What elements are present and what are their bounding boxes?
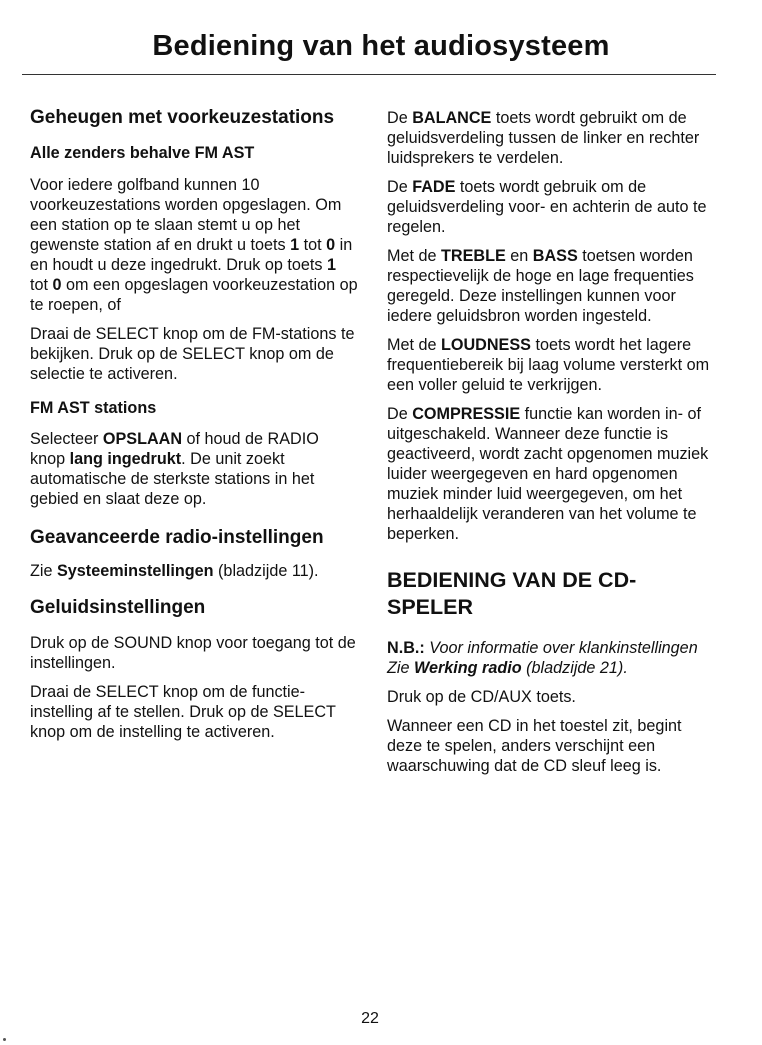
- presets-paragraph-2: Draai de SELECT knop om de FM-stations te bekijken. Druk op de SELECT knop om de selectie te activeren.: [30, 325, 355, 383]
- section-heading-cd-player: BEDIENING VAN DE CD-SPELER: [387, 568, 637, 619]
- compression-paragraph: De COMPRESSIE functie kan worden in- of uitgeschakeld. Wanneer deze functie is geactiveerd, wordt zacht opgenomen muziek luider weergegeven en hard opgenomen muziek minder luid weergegeven, om het herhaaldelijk veranderen van het volume te beperken.: [387, 405, 709, 543]
- treble-bass-paragraph: Met de TREBLE en BASS toetsen worden respectievelijk de hoge en lage frequenties geregeld. Deze instellingen kunnen voor iedere geluidsbron worden ingesteld.: [387, 247, 694, 325]
- subheading-all-stations: Alle zenders behalve FM AST: [30, 144, 255, 162]
- section-heading-sound: Geluidsinstellingen: [30, 597, 206, 618]
- left-column: [30, 108, 358, 751]
- advanced-paragraph: Zie Systeeminstellingen (bladzijde 11).: [30, 562, 319, 580]
- note-paragraph: N.B.: Voor informatie over klankinstellingen Zie Werking radio (bladzijde 21).: [387, 639, 698, 677]
- sound-paragraph-1: Druk op de SOUND knop voor toegang tot de instellingen.: [30, 634, 356, 672]
- loudness-paragraph: Met de LOUDNESS toets wordt het lagere frequentiebereik bij laag volume versterkt om een voller geluid te verkrijgen.: [387, 336, 710, 394]
- page-title: Bediening van het audiosysteem: [152, 30, 610, 62]
- page-number: 22: [361, 1010, 379, 1027]
- subheading-fm-ast: FM AST stations: [30, 399, 157, 417]
- sound-paragraph-2: Draai de SELECT knop om de functie-instelling af te stellen. Druk op de SELECT knop om de instelling te activeren.: [30, 683, 336, 741]
- fm-ast-paragraph: Selecteer OPSLAAN of houd de RADIO knop lang ingedrukt. De unit zoekt automatische de sterkste stations in het gebied en slaat deze op.: [30, 430, 319, 508]
- presets-paragraph-1: Voor iedere golfband kunnen 10 voorkeuzestations worden opgeslagen. Om een station op te slaan stemt u op het gewenste station af en drukt u toets 1 tot 0 in en houdt u deze ingedrukt. Druk op toets 1 tot 0 om een opgeslagen voorkeuzestation op te roepen, of: [30, 176, 358, 314]
- balance-paragraph: De BALANCE toets wordt gebruikt om de geluidsverdeling tussen de linker en rechter luidsprekers te verdelen.: [387, 109, 700, 167]
- title-divider: [22, 74, 716, 75]
- section-heading-advanced: Geavanceerde radio-instellingen: [30, 527, 324, 548]
- cd-paragraph-2: Wanneer een CD in het toestel zit, begint deze te spelen, anders verschijnt een waarschuwing dat de CD sleuf leeg is.: [387, 717, 682, 775]
- fade-paragraph: De FADE toets wordt gebruik om de geluidsverdeling voor- en achterin de auto te regelen.: [387, 178, 707, 236]
- cd-paragraph-1: Druk op de CD/AUX toets.: [387, 688, 576, 706]
- corner-dot: [3, 1038, 6, 1041]
- right-column: [387, 108, 717, 785]
- section-heading-presets: Geheugen met voorkeuzestations: [30, 107, 335, 128]
